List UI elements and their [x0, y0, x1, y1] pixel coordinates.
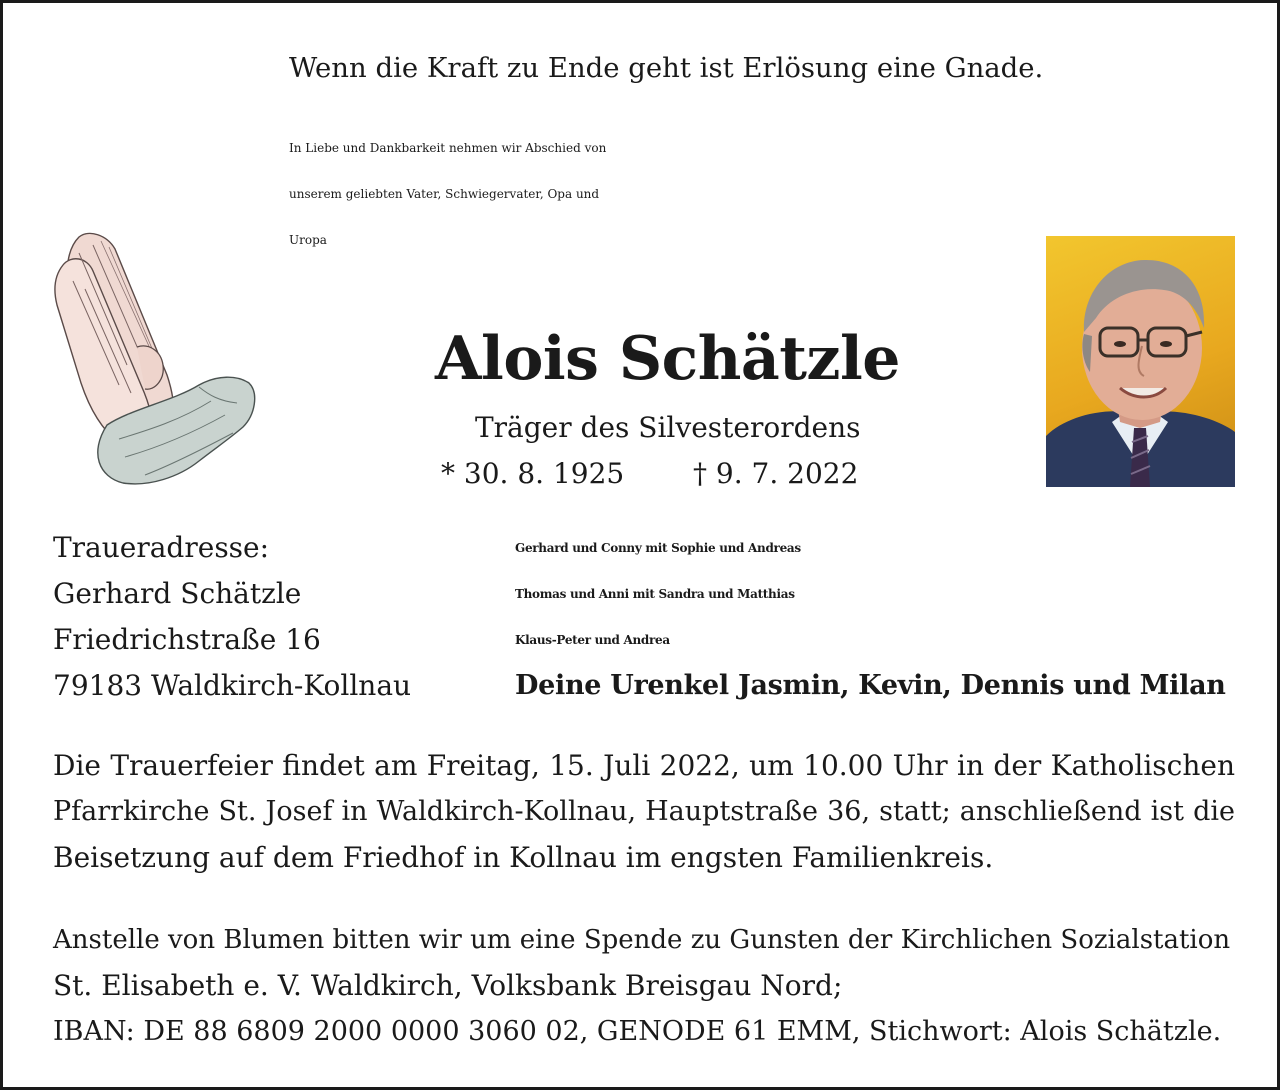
- address-name: Gerhard Schätzle: [53, 577, 302, 610]
- honor-title: Träger des Silvesterordens: [475, 411, 861, 444]
- address-label: Traueradresse:: [53, 531, 270, 564]
- service-line: Die Trauerfeier findet am Freitag, 15. Juli 2022, um 10.00 Uhr in der Katholischen: [53, 749, 1235, 782]
- service-line: Beisetzung auf dem Friedhof in Kollnau im engsten Familienkreis.: [53, 841, 994, 874]
- family-line: Gerhard und Conny mit Sophie und Andreas: [515, 541, 801, 555]
- intro-line: unserem geliebten Vater, Schwiegervater, Opa und: [289, 187, 600, 201]
- address-street: Friedrichstraße 16: [53, 623, 321, 656]
- praying-hands-image: [49, 225, 261, 493]
- address-city: 79183 Waldkirch-Kollnau: [53, 669, 412, 702]
- family-list: [515, 525, 1226, 709]
- donation-text: [53, 917, 1235, 1055]
- donation-line: St. Elisabeth e. V. Waldkirch, Volksbank Breisgau Nord;: [53, 969, 843, 1002]
- family-line: Deine Urenkel Jasmin, Kevin, Dennis und Milan: [515, 670, 1226, 701]
- service-line: Pfarrkirche St. Josef in Waldkirch-Kollnau, Hauptstraße 36, statt; anschließend ist die: [53, 796, 1235, 827]
- intro-line: In Liebe und Dankbarkeit nehmen wir Abschied von: [289, 141, 607, 155]
- donation-line: Anstelle von Blumen bitten wir um eine Spende zu Gunsten der Kirchlichen Sozialstation: [53, 925, 1231, 955]
- mourning-address: [53, 525, 411, 709]
- family-line: Thomas und Anni mit Sandra und Matthias: [515, 587, 795, 601]
- motto-text: Wenn die Kraft zu Ende geht ist Erlösung eine Gnade.: [289, 52, 1044, 84]
- deceased-name: Alois Schätzle: [435, 324, 900, 394]
- funeral-service-text: [53, 743, 1235, 881]
- portrait-photo: [1046, 236, 1235, 487]
- intro-text: [289, 125, 1049, 263]
- birth-date: * 30. 8. 1925: [441, 457, 625, 490]
- death-date: † 9. 7. 2022: [693, 457, 859, 490]
- intro-line: Uropa: [289, 233, 327, 247]
- family-line: Klaus-Peter und Andrea: [515, 633, 670, 647]
- donation-line: IBAN: DE 88 6809 2000 0000 3060 02, GENODE 61 EMM, Stichwort: Alois Schätzle.: [53, 1016, 1222, 1047]
